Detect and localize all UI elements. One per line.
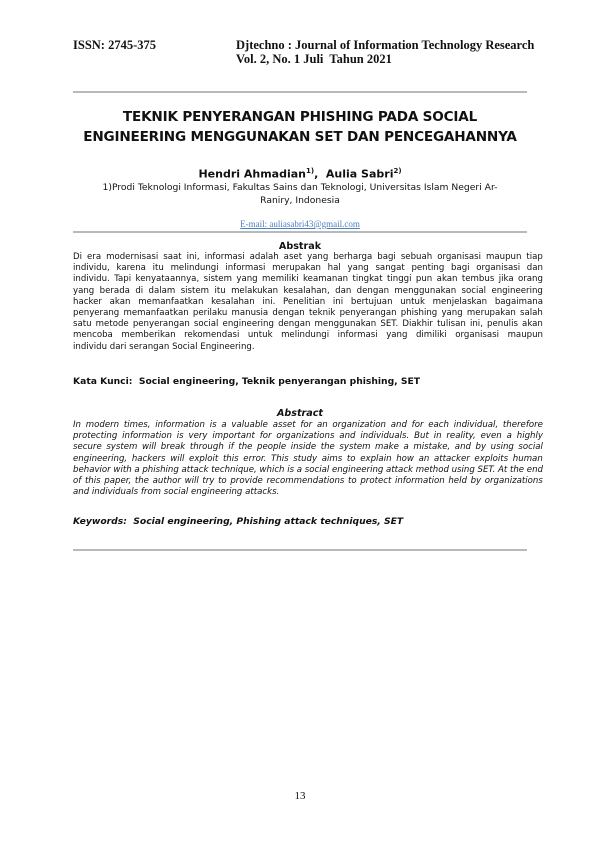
affiliation-line-1: 1)Prodi Teknologi Informasi, Fakultas Sains dan Teknologi, Universitas Islam Negeri Ar- [102,182,498,193]
text-line: protecting information is very important for organizations and individuals. But in reality, even a highly [73,431,543,442]
text-line: hacker akan memanfaatkan kesalahan ini. Penelitian ini bertujuan untuk menjelaskan bagaimana [73,296,543,307]
author-separator: , [314,167,326,181]
header-divider [73,91,527,93]
journal-volume: Vol. 2, No. 1 Juli Tahun 2021 [236,52,392,66]
affiliation [80,181,520,207]
author-1: Hendri Ahmadian [198,167,306,181]
text-line: Di era modernisasi saat ini, informasi adalah aset yang berharga bagi sebuah organisasi maupun tiap [73,252,543,262]
title-line-2: ENGINEERING MENGGUNAKAN SET DAN PENCEGAHANNYA [83,129,517,145]
title-line-1: TEKNIK PENYERANGAN PHISHING PADA SOCIAL [122,109,478,125]
kata-kunci-values: Social engineering, Teknik penyerangan phishing, SET [138,376,421,387]
text-line: yang berada di dalam sistem itu melakukan kesalahan, dan dengan menggunakan social engineering [73,285,543,296]
abstract-body [73,420,543,498]
keywords-values: Social engineering, Phishing attack techniques, SET [133,516,404,527]
text-line: satu metode penyerangan social engineering dengan menggunakan SET. Diakhir tulisan ini, penulis akan [73,319,543,330]
text-line: engineering, hackers will exploit this error. This study aims to explain how an attacker exploits human [73,453,543,464]
keywords-label: Keywords: [73,516,127,527]
text-line: individu dari serangan Social Engineering. [73,341,255,352]
author-2: Aulia Sabri [325,167,394,181]
journal-name: Djtechno : Journal of Information Technology Research [236,38,535,52]
text-line: individu. Tapi kenyataannya, sistem yang memiliki keamanan tingkat tinggi pun akan tembus jika orang [73,274,543,285]
page-number: 13 [294,790,306,802]
affiliation-line-2: Raniry, Indonesia [260,195,340,206]
kata-kunci [73,376,528,387]
text-line: mencoba memberikan rekomendasi untuk melindungi informasi yang dimiliki organisasi maupun [73,330,543,341]
author-email-link[interactable]: E-mail: auliasabri43@gmail.com [240,219,360,229]
text-line: individu, karena itu melindungi informasi merupakan hal yang sangat penting bagi organisasi dan [73,263,543,274]
author-2-affil-mark: 2) [393,167,402,175]
text-line: behavior with a phishing attack technique, which is a social engineering attack method using SET. At the end [73,464,543,475]
abstrak-heading: Abstrak [278,241,322,252]
affiliation-divider [73,231,527,233]
kata-kunci-label: Kata Kunci: [73,376,133,387]
keywords [73,516,528,527]
author-1-affil-mark: 1) [305,167,315,175]
abstract-heading: Abstract [276,408,324,419]
issn: ISSN: 2745-375 [73,38,156,52]
abstract-divider [73,549,527,551]
text-line: In modern times, information is a valuable asset for an organization and for each individual, therefore [73,420,543,430]
text-line: of this paper, the author will try to provide recommendations to protect information held by organizations [73,476,543,487]
authors [60,167,540,181]
text-line: penyerang memanfaatkan perilaku manusia dengan teknik penyerangan phishing yang merupakan salah [73,308,543,319]
abstrak-body [73,252,543,353]
text-line: secure system will break through if the people inside the system make a mistake, and by using social [73,442,543,453]
paper-title [60,107,540,147]
text-line: and individuals from social engineering attacks. [73,487,280,498]
